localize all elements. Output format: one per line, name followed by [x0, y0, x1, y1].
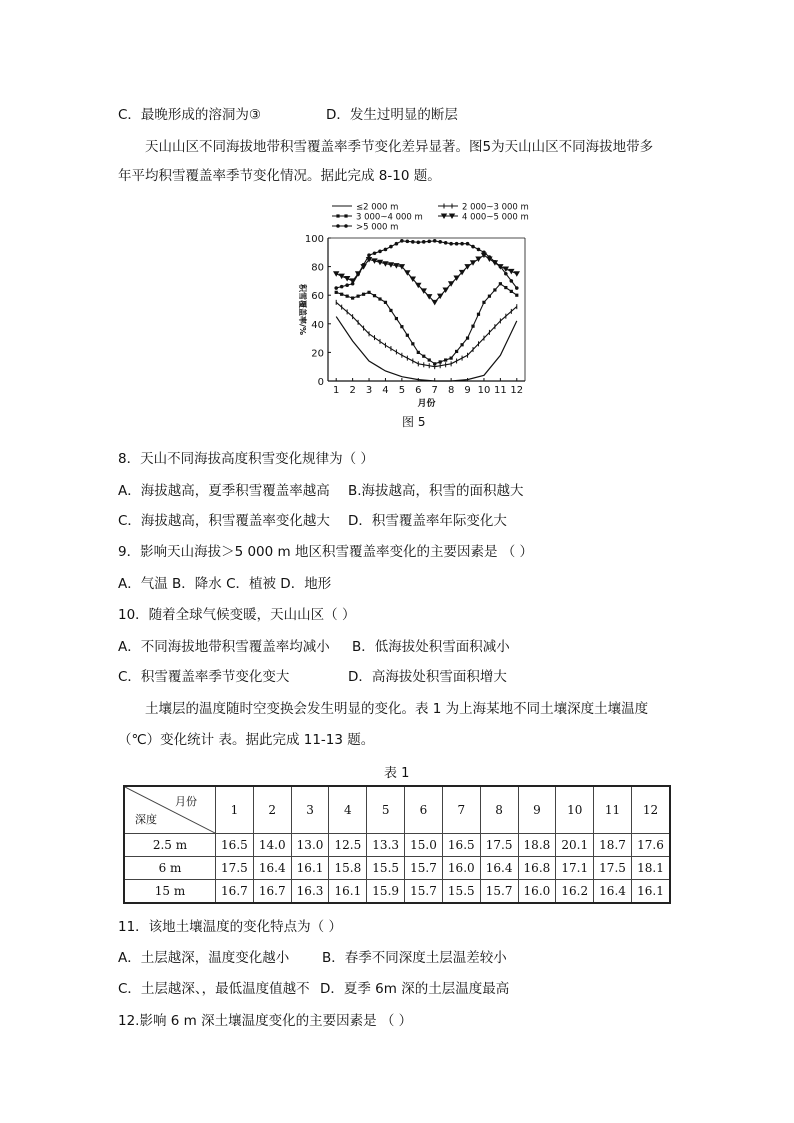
series-marker [373, 251, 377, 255]
y-tick-label: 100 [304, 234, 324, 245]
series-marker [422, 240, 426, 244]
temperature-cell: 17.1 [556, 857, 594, 880]
q8-stem: 8．天山不同海拔高度积雪变化规律为（ ） [118, 451, 374, 467]
series-marker [432, 300, 438, 306]
legend-label: ≤2 000 m [356, 202, 399, 213]
series-marker [400, 239, 404, 243]
q8-option-d: D．积雪覆盖率年际变化大 [348, 513, 507, 529]
month-header: 8 [480, 786, 518, 834]
table-header-row [124, 786, 670, 834]
series-marker [335, 291, 338, 294]
series-marker [455, 242, 459, 246]
q7-option-c: C．最晚形成的溶洞为③ [118, 107, 262, 123]
series-marker [477, 248, 481, 252]
series-marker [427, 240, 431, 244]
figure-5-chart [290, 200, 540, 430]
series-marker [514, 271, 520, 277]
series-marker [384, 301, 387, 304]
month-header: 1 [216, 786, 254, 834]
month-header: 6 [405, 786, 443, 834]
x-tick-label: 7 [431, 385, 438, 396]
temperature-cell: 20.1 [556, 834, 594, 857]
series-marker [482, 251, 486, 255]
temperature-cell: 12.5 [329, 834, 367, 857]
temperature-cell: 13.3 [367, 834, 405, 857]
series-marker [471, 325, 474, 328]
series-marker [493, 288, 496, 291]
legend-label: 2 000~3 000 m [462, 202, 529, 213]
series-marker [346, 295, 349, 298]
series-marker [362, 263, 366, 267]
table-row [124, 880, 670, 904]
q10-option-c: C．积雪覆盖率季节变化变大 [118, 669, 290, 685]
series-marker [367, 253, 371, 257]
series-marker [345, 283, 349, 287]
intro-paragraph-2-line1: 土壤层的温度随时空变换会发生明显的变化。表 1 为上海某地不同土壤深度土壤温度 [145, 701, 649, 717]
month-header: 12 [631, 786, 670, 834]
temperature-cell: 15.7 [480, 880, 518, 904]
temperature-cell: 15.7 [405, 857, 443, 880]
series-marker [356, 295, 359, 298]
y-axis-label: 积雪覆盖率/% [298, 284, 307, 335]
month-header: 9 [518, 786, 556, 834]
series-marker [499, 282, 502, 285]
series-marker [334, 286, 338, 290]
series-marker [510, 290, 513, 293]
q12-stem: 12.影响 6 m 深土壤温度变化的主要因素是 （ ） [118, 1013, 413, 1029]
table-row [124, 834, 670, 857]
q8-option-b: B.海拔越高，积雪的面积越大 [348, 483, 524, 499]
temperature-cell: 17.5 [216, 857, 254, 880]
legend-marker [336, 224, 340, 228]
series-marker [508, 269, 514, 275]
temperature-cell: 13.0 [291, 834, 329, 857]
series-marker [493, 260, 497, 264]
series-marker [373, 294, 376, 297]
legend-label: 3 000~4 000 m [356, 212, 423, 223]
x-tick-label: 3 [365, 385, 373, 396]
series-marker [389, 309, 392, 312]
series-marker [333, 271, 339, 277]
temperature-cell: 16.0 [518, 880, 556, 904]
series-marker [444, 358, 447, 361]
series-marker [488, 295, 491, 298]
q10-option-d: D．高海拔处积雪面积增大 [348, 669, 507, 685]
series-marker [384, 248, 388, 252]
series-marker [362, 293, 365, 296]
temperature-cell: 16.3 [291, 880, 329, 904]
series-marker [351, 282, 355, 286]
q8-option-a: A．海拔越高，夏季积雪覆盖率越高 [118, 483, 330, 499]
table-body [124, 834, 670, 904]
x-tick-label: 4 [382, 385, 389, 396]
temperature-cell: 16.2 [556, 880, 594, 904]
series-marker [422, 355, 425, 358]
temperature-cell: 16.1 [329, 880, 367, 904]
series-marker [471, 245, 475, 249]
month-header: 5 [367, 786, 405, 834]
temperature-cell: 15.0 [405, 834, 443, 857]
series-marker [344, 276, 350, 282]
series-marker [504, 286, 507, 289]
soil-temperature-table [123, 785, 671, 904]
temperature-cell: 17.6 [631, 834, 670, 857]
x-tick-label: 1 [333, 385, 340, 396]
series-marker [416, 240, 420, 244]
temperature-cell: 16.0 [442, 857, 480, 880]
month-header: 11 [594, 786, 632, 834]
temperature-cell: 16.8 [518, 857, 556, 880]
table-corner-cell [124, 786, 216, 834]
series-marker [477, 313, 480, 316]
series-marker [450, 357, 453, 360]
temperature-cell: 15.8 [329, 857, 367, 880]
temperature-cell: 17.5 [594, 857, 632, 880]
temperature-cell: 15.9 [367, 880, 405, 904]
q8-option-c: C．海拔越高，积雪覆盖率变化越大 [118, 513, 330, 529]
series-marker [395, 242, 399, 246]
month-header: 4 [329, 786, 367, 834]
series-marker [378, 297, 381, 300]
corner-depth-label: 深度 [135, 813, 157, 826]
series-marker [406, 240, 410, 244]
intro-paragraph-2-line2: （℃）变化统计 表。据此完成 11-13 题。 [118, 732, 375, 748]
figure-caption: 图 5 [402, 415, 426, 429]
series-marker [433, 362, 436, 365]
q10-option-b: B．低海拔处积雪面积减小 [352, 639, 510, 655]
series-marker [482, 301, 485, 304]
series-marker [428, 358, 431, 361]
series-marker [504, 272, 508, 276]
temperature-cell: 16.5 [216, 834, 254, 857]
q11-option-c: C．土层越深、，最低温度值越不 [118, 981, 310, 997]
series-marker [449, 242, 453, 246]
temperature-cell: 18.1 [631, 857, 670, 880]
month-header: 2 [253, 786, 291, 834]
series-marker [455, 350, 458, 353]
temperature-cell: 14.0 [253, 834, 291, 857]
series-marker [400, 325, 403, 328]
temperature-cell: 15.7 [405, 880, 443, 904]
temperature-cell: 16.5 [442, 834, 480, 857]
legend-marker [344, 214, 347, 217]
series-marker [389, 245, 393, 249]
series-marker [460, 242, 464, 246]
series-marker [439, 360, 442, 363]
table-row [124, 857, 670, 880]
temperature-cell: 16.4 [480, 857, 518, 880]
legend-label: 4 000~5 000 m [462, 212, 529, 223]
month-header: 3 [291, 786, 329, 834]
series-marker [466, 242, 470, 246]
temperature-cell: 16.4 [594, 880, 632, 904]
series-marker [351, 296, 354, 299]
legend-marker [344, 224, 348, 228]
series-marker [356, 272, 360, 276]
y-tick-label: 20 [311, 348, 324, 360]
series-marker [510, 279, 514, 283]
series-marker [433, 239, 437, 243]
month-header: 7 [442, 786, 480, 834]
x-tick-label: 8 [447, 385, 455, 396]
corner-month-label: 月份 [175, 795, 197, 808]
q9-options: A．气温 B．降水 C．植被 D．地形 [118, 576, 332, 592]
intro-paragraph-1-line1: 天山山区不同海拔地带积雪覆盖率季节变化差异显著。图5为天山山区不同海拔地带多 [145, 139, 654, 155]
legend-label: >5 000 m [356, 222, 399, 233]
month-header: 10 [556, 786, 594, 834]
series-marker [438, 240, 442, 244]
temperature-cell: 18.8 [518, 834, 556, 857]
series-marker [444, 241, 448, 245]
series-marker [406, 334, 409, 337]
q11-option-d: D．夏季 6m 深的土层温度最高 [320, 981, 510, 997]
q9-stem: 9．影响天山海拔＞5 000 m 地区积雪覆盖率变化的主要因素是 （ ） [118, 544, 534, 560]
series-marker [499, 265, 503, 269]
q11-option-a: A．土层越深，温度变化越小 [118, 950, 290, 966]
x-tick-label: 5 [398, 385, 406, 396]
series-marker [338, 274, 344, 280]
series-marker [395, 317, 398, 320]
series-marker [411, 240, 415, 244]
series-marker [515, 286, 519, 290]
x-tick-label: 11 [494, 385, 507, 396]
x-tick-label: 9 [464, 385, 471, 396]
y-tick-label: 80 [311, 262, 324, 274]
table-caption: 表 1 [384, 766, 410, 781]
temperature-cell: 15.5 [442, 880, 480, 904]
q7-option-d: D．发生过明显的断层 [326, 107, 458, 123]
temperature-cell: 18.7 [594, 834, 632, 857]
series-marker [488, 255, 492, 259]
y-tick-label: 40 [311, 319, 324, 331]
temperature-cell: 16.7 [216, 880, 254, 904]
snow-cover-line-chart [290, 200, 540, 430]
temperature-cell: 16.7 [253, 880, 291, 904]
x-tick-label: 2 [349, 385, 356, 396]
series-marker [411, 342, 414, 345]
depth-cell: 15 m [124, 880, 216, 904]
series-marker [460, 343, 463, 346]
series-marker [515, 294, 518, 297]
series-marker [367, 291, 370, 294]
series-marker [378, 250, 382, 254]
x-tick-label: 12 [510, 385, 524, 396]
x-tick-label: 6 [415, 385, 422, 396]
y-tick-label: 0 [317, 377, 324, 388]
q10-stem: 10．随着全球气候变暖，天山山区（ ） [118, 607, 356, 623]
q11-option-b: B．春季不同深度土层温差较小 [322, 950, 507, 966]
depth-cell: 2.5 m [124, 834, 216, 857]
series-marker [340, 285, 344, 289]
intro-paragraph-1-line2: 年平均积雪覆盖率季节变化情况。据此完成 8-10 题。 [118, 168, 441, 184]
q10-option-a: A．不同海拔地带积雪覆盖率均减小 [118, 639, 330, 655]
series-marker [340, 293, 343, 296]
x-tick-label: 10 [477, 385, 491, 396]
y-tick-label: 60 [311, 291, 324, 303]
x-axis-label: 月份 [417, 399, 436, 409]
depth-cell: 6 m [124, 857, 216, 880]
temperature-cell: 16.4 [253, 857, 291, 880]
series-marker [417, 351, 420, 354]
legend-marker [336, 214, 339, 217]
temperature-cell: 17.5 [480, 834, 518, 857]
temperature-cell: 16.1 [291, 857, 329, 880]
temperature-cell: 15.5 [367, 857, 405, 880]
series-marker [466, 337, 469, 340]
q11-stem: 11．该地土壤温度的变化特点为（ ） [118, 919, 342, 935]
temperature-cell: 16.1 [631, 880, 670, 904]
